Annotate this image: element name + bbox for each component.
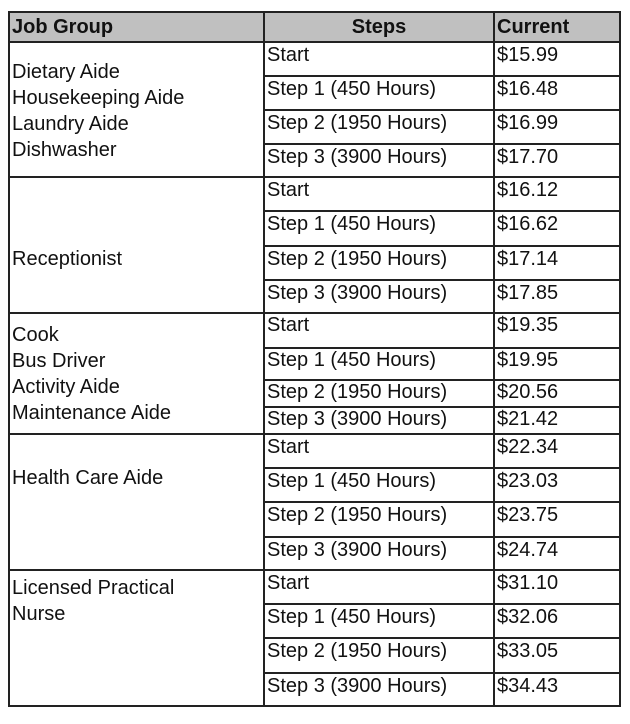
step-cell: Start [264, 434, 494, 468]
step-cell: Start [264, 313, 494, 348]
step-cell: Step 3 (3900 Hours) [264, 673, 494, 706]
step-cell: Step 2 (1950 Hours) [264, 502, 494, 537]
step-cell: Step 1 (450 Hours) [264, 348, 494, 380]
job-group-cell [9, 434, 264, 570]
step-cell: Step 1 (450 Hours) [264, 76, 494, 110]
step-cell: Step 3 (3900 Hours) [264, 280, 494, 313]
current-rate-cell: $17.85 [494, 280, 620, 313]
table-row [9, 313, 620, 348]
header-current: Current [494, 12, 620, 42]
current-rate-cell: $19.95 [494, 348, 620, 380]
table-row [9, 434, 620, 468]
job-title: Housekeeping Aide [12, 87, 185, 109]
step-cell: Start [264, 42, 494, 76]
wage-table [8, 11, 621, 707]
step-cell: Step 1 (450 Hours) [264, 604, 494, 638]
job-title: Dietary Aide [12, 61, 120, 83]
job-group-cell [9, 177, 264, 313]
current-rate-cell: $21.42 [494, 407, 620, 434]
job-title: Dishwasher [12, 139, 117, 161]
current-rate-cell: $17.14 [494, 246, 620, 280]
job-title: Laundry Aide [12, 113, 129, 135]
current-rate-cell: $22.34 [494, 434, 620, 468]
step-cell: Start [264, 570, 494, 604]
step-cell: Step 3 (3900 Hours) [264, 407, 494, 434]
current-rate-cell: $17.70 [494, 144, 620, 177]
step-cell: Step 2 (1950 Hours) [264, 380, 494, 407]
step-cell: Step 2 (1950 Hours) [264, 246, 494, 280]
table-row [9, 570, 620, 604]
step-cell: Step 1 (450 Hours) [264, 211, 494, 246]
current-rate-cell: $33.05 [494, 638, 620, 673]
job-title: Receptionist [12, 248, 123, 270]
job-title: Activity Aide [12, 376, 120, 398]
job-title: Cook [12, 324, 59, 346]
current-rate-cell: $23.75 [494, 502, 620, 537]
current-rate-cell: $31.10 [494, 570, 620, 604]
job-title: Licensed Practical [12, 577, 175, 599]
current-rate-cell: $34.43 [494, 673, 620, 706]
current-rate-cell: $32.06 [494, 604, 620, 638]
header-row [9, 12, 620, 42]
header-job-group: Job Group [9, 12, 264, 42]
job-group-cell [9, 42, 264, 177]
step-cell: Step 2 (1950 Hours) [264, 110, 494, 144]
job-title: Maintenance Aide [12, 402, 172, 424]
step-cell: Start [264, 177, 494, 211]
job-title: Nurse [12, 603, 66, 625]
job-group-cell [9, 313, 264, 434]
table-row [9, 42, 620, 76]
job-group-cell [9, 570, 264, 706]
current-rate-cell: $16.62 [494, 211, 620, 246]
current-rate-cell: $15.99 [494, 42, 620, 76]
current-rate-cell: $19.35 [494, 313, 620, 348]
job-title: Bus Driver [12, 350, 106, 372]
step-cell: Step 2 (1950 Hours) [264, 638, 494, 673]
current-rate-cell: $24.74 [494, 537, 620, 570]
current-rate-cell: $23.03 [494, 468, 620, 502]
header-steps: Steps [264, 12, 494, 42]
current-rate-cell: $20.56 [494, 380, 620, 407]
current-rate-cell: $16.12 [494, 177, 620, 211]
step-cell: Step 1 (450 Hours) [264, 468, 494, 502]
job-title: Health Care Aide [12, 467, 164, 489]
current-rate-cell: $16.99 [494, 110, 620, 144]
table-row [9, 177, 620, 211]
step-cell: Step 3 (3900 Hours) [264, 537, 494, 570]
step-cell: Step 3 (3900 Hours) [264, 144, 494, 177]
current-rate-cell: $16.48 [494, 76, 620, 110]
